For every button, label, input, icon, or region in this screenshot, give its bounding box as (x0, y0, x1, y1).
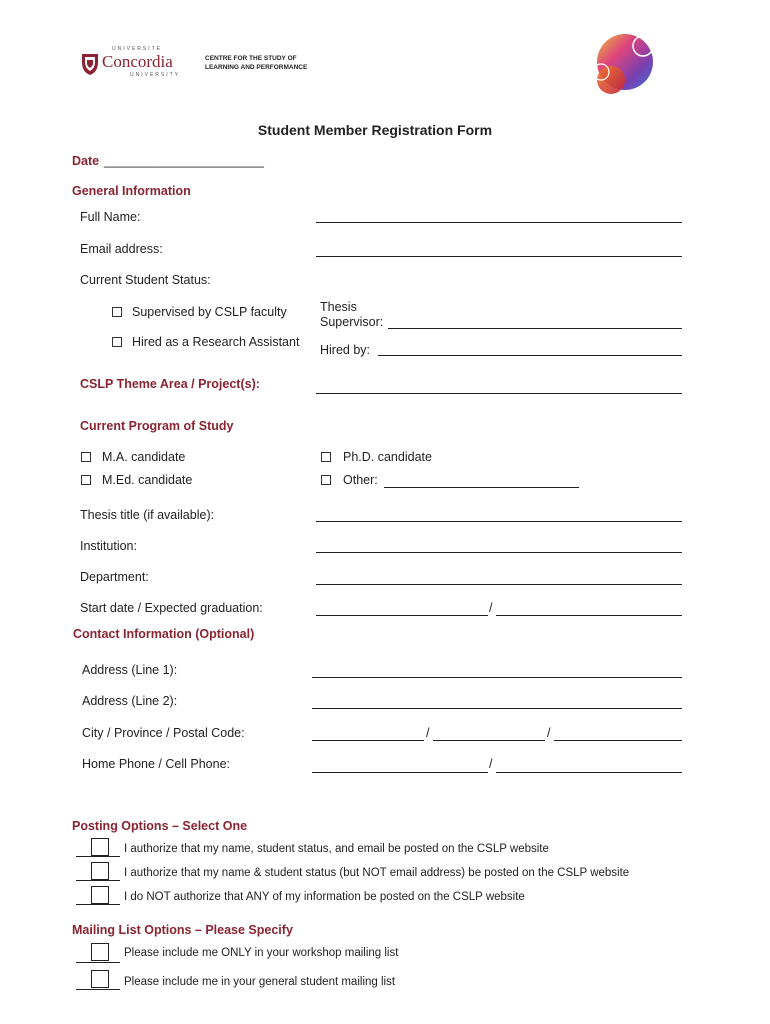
supervised-checkbox[interactable] (112, 307, 122, 317)
posting-heading: Posting Options – Select One (72, 819, 248, 833)
posting-option-3-line (76, 904, 120, 905)
hired-by-label: Hired by: (320, 343, 371, 357)
thesis-supervisor-label-1: Thesis (320, 300, 357, 314)
contact-heading: Contact Information (Optional) (73, 627, 255, 641)
form-title: Student Member Registration Form (257, 122, 493, 138)
thesis-supervisor-label-2: Supervisor: (320, 315, 384, 329)
ma-label: M.A. candidate (102, 450, 186, 464)
mailing-option-2-checkbox[interactable] (91, 970, 109, 988)
general-heading: General Information (72, 184, 191, 198)
phone-label: Home Phone / Cell Phone: (82, 757, 231, 771)
date-label: Date (72, 154, 100, 168)
mailing-option-1-label: Please include me ONLY in your workshop mailing list (124, 947, 399, 959)
posting-option-1-checkbox[interactable] (91, 838, 109, 856)
concordia-emblem-icon (80, 52, 100, 76)
graduation-field[interactable] (496, 615, 682, 616)
ma-checkbox[interactable] (81, 452, 91, 462)
city-field[interactable] (312, 740, 424, 741)
thesis-supervisor-field[interactable] (388, 328, 682, 329)
phd-label: Ph.D. candidate (343, 450, 432, 464)
program-heading: Current Program of Study (80, 419, 234, 433)
posting-option-2-label: I authorize that my name & student status (but NOT email address) be posted on the CSLP website (124, 867, 630, 879)
thesis-title-field[interactable] (316, 521, 682, 522)
phone-slash: / (489, 757, 493, 771)
med-label: M.Ed. candidate (102, 473, 193, 487)
thesis-title-label: Thesis title (if available): (80, 508, 215, 522)
mailing-option-2-label: Please include me in your general student mailing list (124, 976, 396, 988)
logo-bottom-text: UNIVERSITY (130, 72, 181, 78)
mailing-option-2-line (76, 989, 120, 990)
phd-checkbox[interactable] (321, 452, 331, 462)
status-label: Current Student Status: (80, 273, 211, 287)
mailing-heading: Mailing List Options – Please Specify (72, 923, 293, 937)
address1-field[interactable] (312, 677, 682, 678)
address2-field[interactable] (312, 708, 682, 709)
other-field[interactable] (384, 487, 579, 488)
city-label: City / Province / Postal Code: (82, 726, 245, 740)
logo-top-text: UNIVERSITÉ (112, 46, 163, 52)
institution-field[interactable] (316, 552, 682, 553)
posting-option-3-label: I do NOT authorize that ANY of my information be posted on the CSLP website (124, 891, 525, 903)
email-label: Email address: (80, 242, 163, 256)
city-slash-2: / (547, 726, 551, 740)
full-name-label: Full Name: (80, 210, 141, 224)
other-label: Other: (343, 473, 378, 487)
home-phone-field[interactable] (312, 772, 488, 773)
centre-line-1: CENTRE FOR THE STUDY OF (205, 55, 297, 62)
centre-name (205, 54, 307, 72)
start-date-slash: / (489, 601, 493, 615)
start-date-label: Start date / Expected graduation: (80, 601, 263, 615)
province-field[interactable] (433, 740, 545, 741)
email-field[interactable] (316, 256, 682, 257)
logo-name: Concordia (102, 52, 173, 71)
cell-phone-field[interactable] (496, 772, 682, 773)
cslp-circles-logo-icon (585, 28, 665, 100)
hired-by-field[interactable] (378, 355, 682, 356)
start-date-field[interactable] (316, 615, 488, 616)
concordia-logo (80, 46, 200, 80)
mailing-option-1-line (76, 962, 120, 963)
posting-option-2-line (76, 880, 120, 881)
posting-option-1-label: I authorize that my name, student status, and email be posted on the CSLP website (124, 843, 549, 855)
full-name-field[interactable] (316, 222, 682, 223)
department-field[interactable] (316, 584, 682, 585)
posting-option-2-checkbox[interactable] (91, 862, 109, 880)
address2-label: Address (Line 2): (82, 694, 178, 708)
supervised-label: Supervised by CSLP faculty (132, 305, 287, 319)
mailing-option-1-checkbox[interactable] (91, 943, 109, 961)
hired-label: Hired as a Research Assistant (132, 335, 300, 349)
postal-code-field[interactable] (554, 740, 682, 741)
posting-option-3-checkbox[interactable] (91, 886, 109, 904)
date-line[interactable]: _______________________ (104, 154, 264, 168)
institution-label: Institution: (80, 539, 137, 553)
theme-field[interactable] (316, 393, 682, 394)
hired-checkbox[interactable] (112, 337, 122, 347)
city-slash-1: / (426, 726, 430, 740)
posting-option-1-line (76, 856, 120, 857)
department-label: Department: (80, 570, 149, 584)
theme-heading: CSLP Theme Area / Project(s): (80, 377, 260, 391)
address1-label: Address (Line 1): (82, 663, 178, 677)
centre-line-2: LEARNING AND PERFORMANCE (205, 64, 308, 71)
med-checkbox[interactable] (81, 475, 91, 485)
other-checkbox[interactable] (321, 475, 331, 485)
